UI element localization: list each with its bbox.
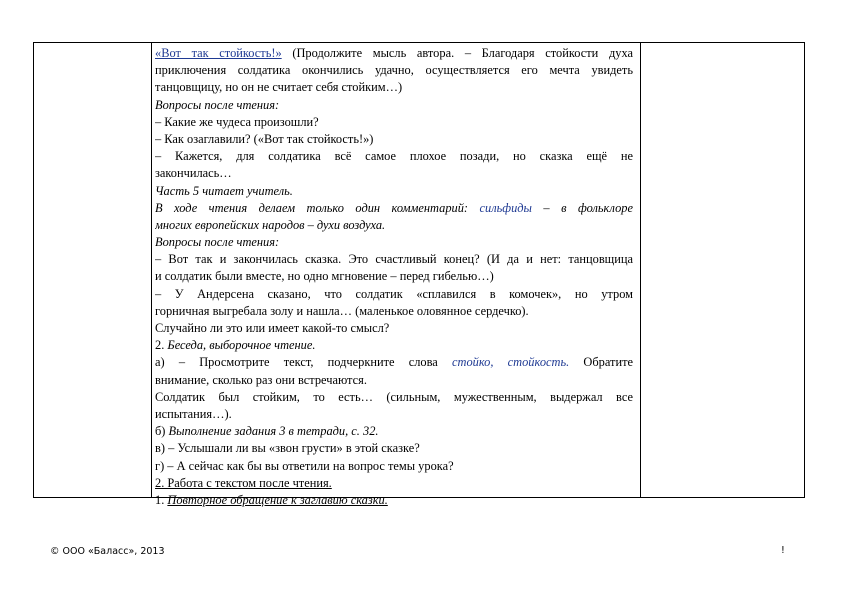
column-divider <box>640 43 641 497</box>
text-segment: – Какие же чудеса произошли? <box>155 114 319 129</box>
text-line <box>155 286 633 303</box>
text-segment: и солдатик были вместе, но одно мгновение – перед гибелью…) <box>155 269 494 284</box>
text-line <box>155 337 633 354</box>
text-line <box>155 183 633 200</box>
text-line <box>155 475 633 492</box>
text-segment: (Продолжите мысль автора. – Благодаря стойкости духа <box>281 46 633 60</box>
text-line <box>155 492 633 509</box>
text-segment: танцовщицу, но он не считает себя стойким…) <box>155 80 403 95</box>
text-segment: – в фольклоре <box>531 200 633 215</box>
text-line <box>155 131 633 148</box>
text-segment: Вопросы после чтения: <box>155 97 280 112</box>
text-segment: – Кажется, для солдатика всё самое плохое позади, но сказка ещё не <box>155 149 633 164</box>
text-line <box>155 372 633 389</box>
text-segment: Повторное обращение к заглавию сказки. <box>167 492 388 507</box>
text-segment: закончилась… <box>155 166 232 181</box>
text-line <box>155 354 633 371</box>
text-line <box>155 423 633 440</box>
lesson-content-cell <box>155 45 633 509</box>
text-segment: Выполнение задания 3 в тетради, с. 32. <box>168 424 379 439</box>
page-number: ! <box>781 545 785 556</box>
text-line <box>155 114 633 131</box>
text-segment: внимание, сколько раз они встречаются. <box>155 372 367 387</box>
text-line <box>155 320 633 337</box>
text-line <box>155 97 633 114</box>
text-segment: «Вот так стойкость!» <box>155 46 282 60</box>
text-segment: Беседа, выборочное чтение. <box>167 338 316 353</box>
text-segment: г) – А сейчас как бы вы ответили на вопрос темы урока? <box>155 458 454 473</box>
text-line <box>155 268 633 285</box>
text-segment: Солдатик был стойким, то есть… (сильным, мужественным, выдержал все <box>155 389 633 404</box>
text-line <box>155 217 633 234</box>
text-segment: Случайно ли это или имеет какой-то смысл? <box>155 321 390 335</box>
text-segment: а) – Просмотрите текст, подчеркните слова <box>155 355 452 370</box>
text-line <box>155 234 633 251</box>
text-segment: Часть 5 читает учитель. <box>155 183 293 198</box>
text-segment: сильфиды <box>479 200 532 215</box>
text-segment: приключения солдатика окончились удачно, осуществляется его мечта увидеть <box>155 63 633 78</box>
text-line <box>155 251 633 268</box>
text-line <box>155 458 633 475</box>
text-segment: Обратите <box>569 355 633 370</box>
text-line <box>155 165 633 182</box>
text-segment: стойко, стойкость. <box>452 355 570 370</box>
text-line <box>155 406 633 423</box>
text-line <box>155 200 633 217</box>
text-segment: горничная выгребала золу и нашла… (маленькое оловянное сердечко). <box>155 303 529 318</box>
text-segment: – Вот так и закончилась сказка. Это счастливый конец? (И да и нет: танцовщица <box>155 252 633 267</box>
text-segment: испытания…). <box>155 406 232 421</box>
text-line <box>155 79 633 96</box>
text-line <box>155 62 633 79</box>
lesson-table <box>33 42 805 507</box>
text-line <box>155 440 633 457</box>
text-line <box>155 389 633 406</box>
text-segment: в) – Услышали ли вы «звон грусти» в этой сказке? <box>155 441 420 456</box>
text-segment: – Как озаглавили? («Вот так стойкость!») <box>155 131 374 146</box>
text-segment: многих европейских народов – духи воздуха. <box>155 217 386 232</box>
text-line <box>155 45 633 62</box>
text-segment: Вопросы после чтения: <box>155 235 280 250</box>
text-segment: В ходе чтения делаем только один комментарий: <box>155 200 480 215</box>
text-segment: – У Андерсена сказано, что солдатик «сплавился в комочек», но утром <box>155 286 633 301</box>
text-line <box>155 303 633 320</box>
text-line <box>155 148 633 165</box>
column-divider <box>151 43 152 497</box>
text-segment: 2. Работа с текстом после чтения. <box>155 475 332 490</box>
footer-copyright: © ООО «Баласс», 2013 <box>50 546 165 557</box>
text-segment: б) <box>155 424 169 439</box>
text-segment: 1. <box>155 492 168 507</box>
text-segment: 2. <box>155 338 168 353</box>
